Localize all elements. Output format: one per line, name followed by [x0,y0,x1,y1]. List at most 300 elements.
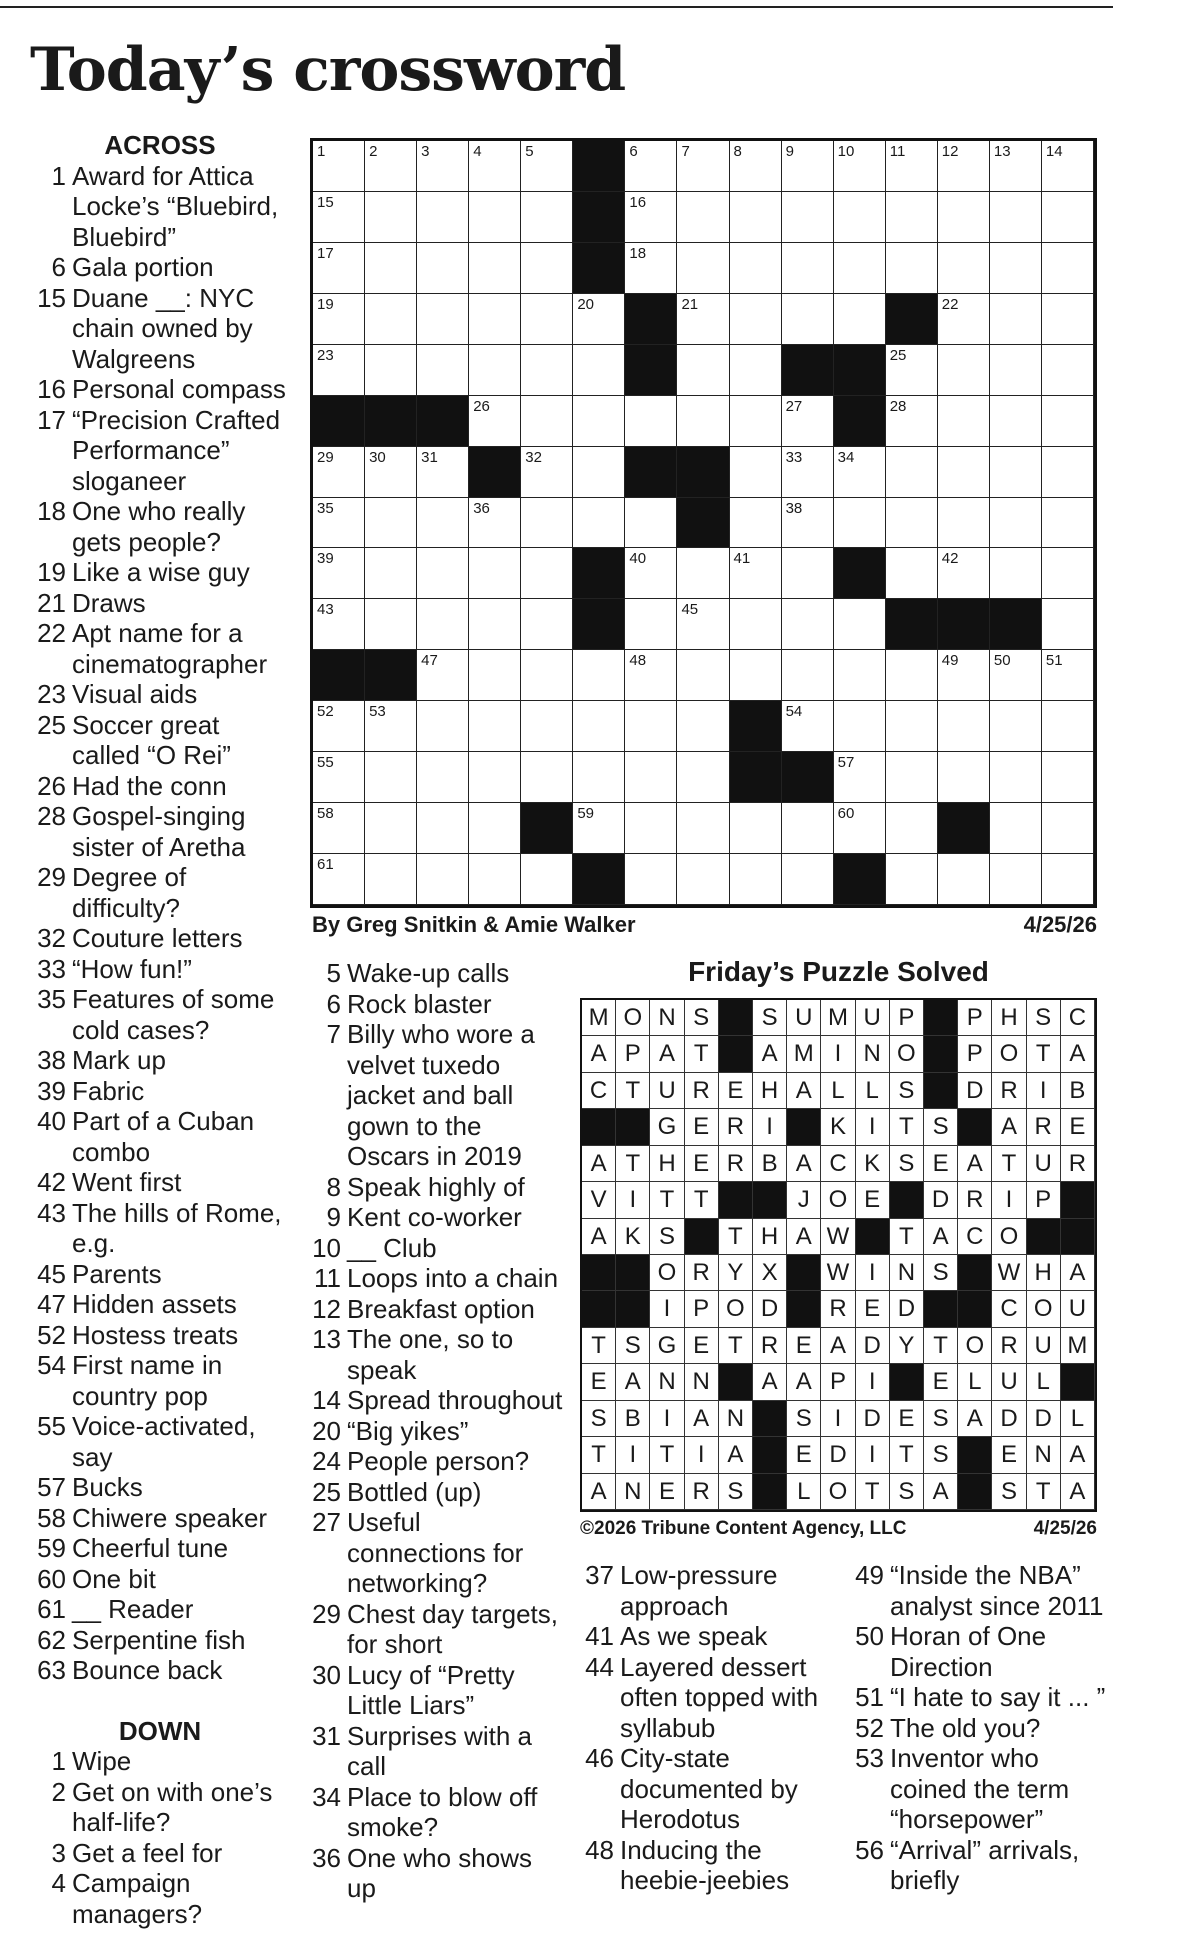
grid-cell[interactable] [730,498,782,549]
grid-cell[interactable] [782,243,834,294]
grid-cell[interactable] [625,396,677,447]
grid-cell[interactable] [1042,447,1094,498]
grid-cell[interactable] [417,650,469,701]
grid-cell[interactable] [730,243,782,294]
grid-cell[interactable] [677,599,729,650]
grid-cell[interactable] [417,752,469,803]
grid-cell[interactable] [990,803,1042,854]
black-square [782,752,834,803]
grid-cell[interactable] [625,599,677,650]
black-square [573,141,625,192]
solution-letter: T [719,1328,753,1364]
grid-cell[interactable] [365,701,417,752]
grid-cell[interactable] [469,141,521,192]
grid-cell[interactable] [730,447,782,498]
clue-text: Cheerful tune [72,1533,229,1563]
grid-cell[interactable] [469,498,521,549]
cell-number: 4 [473,143,482,160]
cell-number: 5 [525,143,534,160]
solution-letter: P [958,1036,992,1072]
grid-cell[interactable] [782,141,834,192]
grid-cell[interactable] [730,345,782,396]
grid-cell[interactable] [313,345,365,396]
grid-cell[interactable] [677,650,729,701]
grid-cell[interactable] [730,599,782,650]
solution-black-square [958,1255,992,1291]
grid-cell[interactable] [625,701,677,752]
grid-cell[interactable] [469,752,521,803]
grid-cell[interactable] [365,803,417,854]
grid-cell[interactable] [469,599,521,650]
grid-cell[interactable] [573,803,625,854]
clue-number: 42 [37,1167,66,1197]
grid-cell[interactable] [834,294,886,345]
grid-cell[interactable] [990,396,1042,447]
solution-letter: M [582,1000,616,1036]
grid-cell[interactable] [573,447,625,498]
grid-cell[interactable] [469,701,521,752]
grid-cell[interactable] [573,345,625,396]
grid-cell[interactable] [730,650,782,701]
grid-cell[interactable] [730,803,782,854]
across-clue [30,618,292,679]
grid-cell[interactable] [365,141,417,192]
clue-number: 4 [51,1868,66,1898]
cell-number: 27 [785,397,803,415]
cell-number: 59 [577,805,595,823]
solution-letter: L [821,1073,855,1109]
grid-cell[interactable] [573,650,625,701]
grid-cell[interactable] [469,396,521,447]
grid-cell[interactable] [365,498,417,549]
cell-number: 39 [317,550,334,568]
grid-cell[interactable] [834,243,886,294]
grid-cell[interactable] [521,752,573,803]
solution-letter: I [616,1182,650,1218]
black-square [834,548,886,599]
clue-text: Bucks [72,1472,143,1502]
grid-cell[interactable] [417,345,469,396]
solution-letter: N [650,1000,684,1036]
clue-number: 25 [312,1476,341,1507]
grid-cell[interactable] [469,192,521,243]
grid-cell[interactable] [886,396,938,447]
grid-cell[interactable] [990,650,1042,701]
solution-letter: W [821,1255,855,1291]
grid-cell[interactable] [782,650,834,701]
grid-cell[interactable] [573,396,625,447]
grid-cell[interactable] [313,294,365,345]
grid-cell[interactable] [677,854,729,905]
grid-cell[interactable] [1042,396,1094,447]
solution-letter: A [719,1437,753,1473]
grid-cell[interactable] [782,447,834,498]
crossword-grid[interactable] [310,138,1097,908]
grid-cell[interactable] [834,141,886,192]
clue-text: “Big yikes” [347,1415,469,1446]
across-clue [30,923,292,954]
grid-cell[interactable] [677,752,729,803]
clue-column-4 [848,1560,1110,1896]
solution-letter: K [616,1219,650,1255]
grid-cell[interactable] [938,192,990,243]
cell-number: 6 [629,143,638,160]
grid-cell[interactable] [886,447,938,498]
clue-text: Like a wise guy [72,557,250,587]
down-clue [30,1746,292,1777]
solution-letter: H [650,1146,684,1182]
solution-letter: S [890,1146,924,1182]
grid-cell[interactable] [573,498,625,549]
solution-letter: L [1027,1364,1061,1400]
grid-cell[interactable] [886,141,938,192]
grid-cell[interactable] [625,548,677,599]
solution-black-square [787,1109,821,1145]
grid-cell[interactable] [417,498,469,549]
grid-cell[interactable] [469,243,521,294]
solution-letter: S [1027,1000,1061,1036]
grid-cell[interactable] [1042,854,1094,905]
puzzle-date: 4/25/26 [1023,912,1097,937]
grid-cell[interactable] [521,498,573,549]
solution-black-square [890,1182,924,1218]
black-square [938,599,990,650]
solution-letter: R [685,1255,719,1291]
grid-cell[interactable] [886,701,938,752]
grid-cell[interactable] [313,854,365,905]
grid-cell[interactable] [365,294,417,345]
cell-number: 11 [889,143,906,160]
grid-cell[interactable] [782,396,834,447]
grid-cell[interactable] [938,854,990,905]
clue-number: 40 [37,1106,66,1136]
clue-number: 62 [37,1624,66,1655]
clue-number: 6 [326,988,341,1019]
grid-cell[interactable] [521,243,573,294]
solution-black-square [582,1255,616,1291]
grid-cell[interactable] [886,192,938,243]
grid-cell[interactable] [313,548,365,599]
grid-cell[interactable] [834,803,886,854]
grid-cell[interactable] [834,498,886,549]
solution-letter: E [719,1073,753,1109]
grid-cell[interactable] [625,752,677,803]
cell-number: 32 [525,448,542,466]
grid-cell[interactable] [938,447,990,498]
grid-cell[interactable] [938,498,990,549]
grid-cell[interactable] [990,752,1042,803]
grid-cell[interactable] [677,243,729,294]
grid-cell[interactable] [938,396,990,447]
grid-cell[interactable] [990,345,1042,396]
grid-cell[interactable] [1042,548,1094,599]
grid-cell[interactable] [938,752,990,803]
solution-black-square [958,1109,992,1145]
grid-cell[interactable] [834,599,886,650]
grid-cell[interactable] [1042,803,1094,854]
clue-text: Gala portion [72,252,214,282]
solution-black-square [958,1437,992,1473]
grid-cell[interactable] [990,548,1042,599]
grid-cell[interactable] [1042,243,1094,294]
grid-cell[interactable] [469,345,521,396]
grid-cell[interactable] [469,854,521,905]
grid-cell[interactable] [990,192,1042,243]
grid-cell[interactable] [834,701,886,752]
grid-cell[interactable] [365,548,417,599]
grid-cell[interactable] [521,141,573,192]
grid-cell[interactable] [782,548,834,599]
grid-cell[interactable] [834,650,886,701]
grid-cell[interactable] [677,396,729,447]
grid-cell[interactable] [365,243,417,294]
grid-cell[interactable] [990,854,1042,905]
grid-cell[interactable] [417,854,469,905]
grid-cell[interactable] [313,141,365,192]
grid-cell[interactable] [365,854,417,905]
black-square [573,599,625,650]
clue-number: 55 [37,1411,66,1441]
grid-cell[interactable] [313,192,365,243]
solution-letter: T [582,1437,616,1473]
solution-letter: R [1061,1146,1095,1182]
grid-cell[interactable] [677,803,729,854]
clue-number: 1 [51,1746,66,1776]
across-clue [30,1655,292,1686]
grid-cell[interactable] [1042,294,1094,345]
grid-cell[interactable] [782,192,834,243]
grid-cell[interactable] [313,752,365,803]
grid-cell[interactable] [730,548,782,599]
grid-cell[interactable] [886,498,938,549]
clue-text: Spread throughout [347,1385,563,1415]
clue-number: 10 [312,1232,341,1263]
grid-cell[interactable] [677,345,729,396]
grid-cell[interactable] [313,701,365,752]
clue-text: As we speak [620,1621,768,1651]
cell-number: 40 [629,550,647,568]
solution-letter: D [958,1073,992,1109]
grid-cell[interactable] [782,498,834,549]
grid-cell[interactable] [1042,141,1094,192]
grid-cell[interactable] [625,854,677,905]
grid-cell[interactable] [521,447,573,498]
clue-column-3 [578,1560,840,1896]
grid-cell[interactable] [886,650,938,701]
clue-text: First name in country pop [72,1350,223,1411]
cell-number: 52 [317,703,334,721]
solution-letter: T [890,1437,924,1473]
grid-cell[interactable] [990,141,1042,192]
grid-cell[interactable] [313,447,365,498]
grid-cell[interactable] [938,345,990,396]
grid-cell[interactable] [573,752,625,803]
grid-cell[interactable] [938,548,990,599]
grid-cell[interactable] [677,192,729,243]
grid-cell[interactable] [782,803,834,854]
solution-letter: U [650,1073,684,1109]
solution-letter: E [992,1437,1026,1473]
solution-letter: D [856,1401,890,1437]
grid-cell[interactable] [365,345,417,396]
clue-text: Gospel-singing sister of Aretha [72,801,246,862]
grid-cell[interactable] [886,752,938,803]
grid-cell[interactable] [625,243,677,294]
across-clue [30,1350,292,1411]
solution-letter: H [753,1219,787,1255]
grid-cell[interactable] [625,141,677,192]
grid-cell[interactable] [730,294,782,345]
grid-cell[interactable] [417,701,469,752]
grid-cell[interactable] [469,650,521,701]
clue-number: 51 [855,1682,884,1712]
clue-number: 54 [37,1350,66,1380]
grid-cell[interactable] [677,548,729,599]
grid-cell[interactable] [1042,345,1094,396]
grid-cell[interactable] [1042,599,1094,650]
cell-number: 26 [473,397,490,415]
grid-cell[interactable] [625,650,677,701]
grid-cell[interactable] [521,854,573,905]
solution-letter: S [616,1328,650,1364]
solution-letter: T [890,1219,924,1255]
grid-cell[interactable] [469,294,521,345]
grid-cell[interactable] [834,192,886,243]
clue-number: 63 [37,1655,66,1685]
grid-cell[interactable] [990,447,1042,498]
clue-text: Get a feel for [72,1837,223,1868]
grid-cell[interactable] [938,141,990,192]
grid-cell[interactable] [573,294,625,345]
cell-number: 29 [317,448,334,466]
grid-cell[interactable] [1042,192,1094,243]
grid-cell[interactable] [730,141,782,192]
grid-cell[interactable] [417,141,469,192]
grid-cell[interactable] [521,548,573,599]
grid-cell[interactable] [521,345,573,396]
clue-text: Lucy of “Pretty Little Liars” [347,1659,515,1720]
grid-cell[interactable] [417,294,469,345]
grid-cell[interactable] [938,243,990,294]
grid-cell[interactable] [573,701,625,752]
down-clue [305,1172,563,1203]
solution-letter: T [1027,1036,1061,1072]
grid-cell[interactable] [417,548,469,599]
black-square [313,396,365,447]
across-clue [30,679,292,710]
grid-cell[interactable] [365,192,417,243]
solution-title: Friday’s Puzzle Solved [688,956,989,987]
solution-black-square [719,1036,753,1072]
down-list-4 [848,1560,1110,1896]
grid-cell[interactable] [782,701,834,752]
grid-cell[interactable] [938,650,990,701]
grid-cell[interactable] [1042,701,1094,752]
clue-text: Degree of difficulty? [72,862,187,923]
grid-cell[interactable] [782,854,834,905]
across-clue [30,801,292,862]
grid-cell[interactable] [677,141,729,192]
grid-cell[interactable] [730,854,782,905]
grid-cell[interactable] [990,701,1042,752]
grid-cell[interactable] [521,701,573,752]
grid-cell[interactable] [1042,752,1094,803]
across-clue [30,1320,292,1351]
grid-cell[interactable] [730,192,782,243]
grid-cell[interactable] [782,294,834,345]
grid-cell[interactable] [677,294,729,345]
grid-cell[interactable] [1042,650,1094,701]
grid-cell[interactable] [365,447,417,498]
clue-number: 14 [312,1385,341,1415]
grid-cell[interactable] [886,854,938,905]
solution-letter: S [924,1255,958,1291]
solution-letter: N [685,1364,719,1400]
solution-letter: D [992,1401,1026,1437]
solution-letter: B [753,1146,787,1182]
grid-cell[interactable] [938,294,990,345]
solution-letter: T [856,1474,890,1510]
grid-cell[interactable] [886,345,938,396]
solution-black-square [1027,1219,1061,1255]
grid-cell[interactable] [521,396,573,447]
grid-cell[interactable] [834,447,886,498]
grid-cell[interactable] [677,701,729,752]
grid-cell[interactable] [521,599,573,650]
across-clue [30,1259,292,1290]
grid-cell[interactable] [990,243,1042,294]
clue-number: 52 [37,1319,66,1350]
grid-cell[interactable] [886,243,938,294]
grid-cell[interactable] [886,548,938,599]
grid-cell[interactable] [469,548,521,599]
grid-cell[interactable] [365,752,417,803]
solution-letter: I [616,1437,650,1473]
solution-black-square [1061,1182,1095,1218]
grid-cell[interactable] [469,803,521,854]
grid-cell[interactable] [521,650,573,701]
grid-cell[interactable] [417,243,469,294]
grid-cell[interactable] [313,243,365,294]
grid-cell[interactable] [313,599,365,650]
grid-cell[interactable] [417,803,469,854]
grid-cell[interactable] [313,803,365,854]
grid-cell[interactable] [417,447,469,498]
down-clue [848,1835,1110,1896]
grid-cell[interactable] [625,192,677,243]
clue-text: Bottled (up) [347,1476,482,1507]
grid-cell[interactable] [782,599,834,650]
grid-cell[interactable] [365,599,417,650]
solution-black-square [924,1291,958,1327]
grid-cell[interactable] [521,192,573,243]
solution-letter: I [821,1036,855,1072]
grid-cell[interactable] [990,498,1042,549]
grid-cell[interactable] [625,803,677,854]
grid-cell[interactable] [625,498,677,549]
grid-cell[interactable] [938,701,990,752]
clue-number: 26 [37,770,66,801]
grid-cell[interactable] [313,498,365,549]
grid-cell[interactable] [990,294,1042,345]
grid-cell[interactable] [886,803,938,854]
grid-cell[interactable] [521,294,573,345]
grid-cell[interactable] [417,192,469,243]
grid-cell[interactable] [1042,498,1094,549]
grid-cell[interactable] [730,396,782,447]
grid-cell[interactable] [417,599,469,650]
grid-cell[interactable] [834,752,886,803]
